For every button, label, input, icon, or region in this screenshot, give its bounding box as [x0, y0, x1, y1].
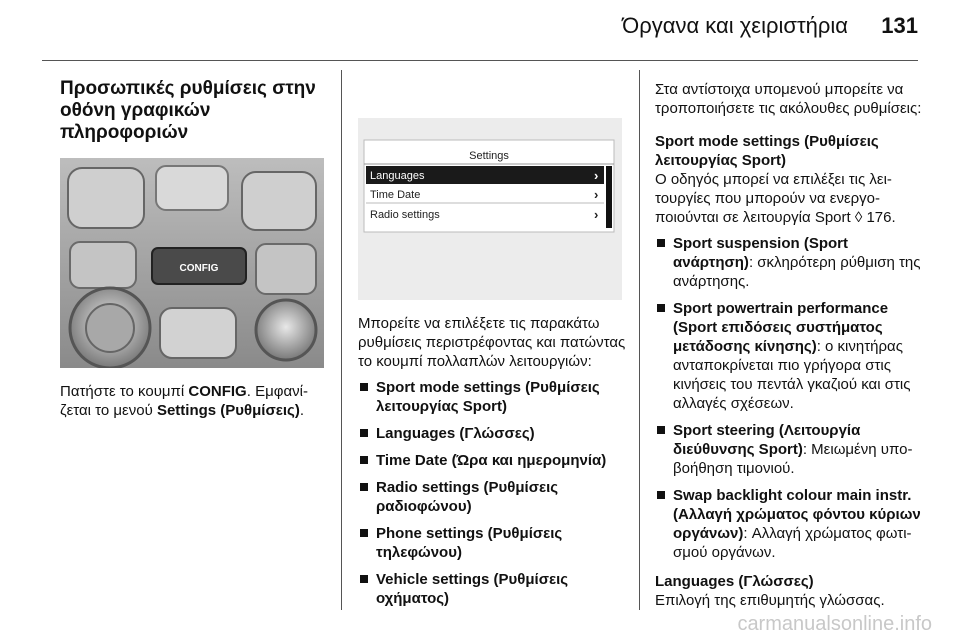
list-item: Swap backlight colour main instr. (Αλλαγή χρώματος φόντου κύριων οργάνων): Αλλαγή χρώματος φωτισμού οργάνων.	[655, 486, 927, 562]
screen-title: Settings	[469, 150, 509, 162]
column-3	[655, 66, 927, 610]
watermark: carmanualsonline.info	[737, 613, 932, 635]
list-item: Radio settings (Ρυθμίσεις ραδιοφώνου)	[358, 478, 626, 516]
config-paragraph: Πατήστε το κουμπί CONFIG. Εμφανίζεται το μενού Settings (Ρυθμίσεις).	[60, 383, 308, 419]
screen-item-time-date: Time Date	[370, 189, 421, 201]
scrollbar	[606, 166, 612, 228]
list-item: Time Date (Ώρα και ημερομηνία)	[358, 451, 626, 470]
column-2	[358, 66, 626, 616]
settings-screen-image	[358, 78, 622, 300]
screen-item-languages: Languages	[370, 170, 425, 182]
submenu-intro: Στα αντίστοιχα υπομενού μπορείτε να τροποποιήσετε τις ακόλουθες ρυθμίσεις:	[655, 81, 922, 117]
list-item: Sport suspension (Sport ανάρτηση): σκληρότερη ρύθμιση της ανάρτησης.	[655, 234, 927, 291]
column-divider	[639, 70, 640, 610]
page-reference-icon: ◊	[854, 209, 863, 226]
page-number: 131	[881, 13, 918, 38]
languages-text: Επιλογή της επιθυμητής γλώσσας.	[655, 592, 885, 609]
list-item: Phone settings (Ρυθμίσεις τηλεφώνου)	[358, 524, 626, 562]
chevron-right-icon: ›	[594, 207, 599, 222]
list-item: Sport powertrain performance (Sport επιδόσεις συστήματος μετάδοσης κίνησης): ο κινητήρας ανταποκρίνεται πιο γρήγορα στις κινήσεις του πεντάλ γκαζιού και στις αλλαγές σχέσεων.	[655, 299, 927, 413]
sport-mode-heading: Sport mode settings (Ρυθμίσεις λειτουργίας Sport)	[655, 133, 879, 169]
header-rule	[42, 60, 918, 61]
intro-paragraph: Μπορείτε να επιλέξετε τις παρακάτω ρυθμίσεις περιστρέφοντας και πατώντας το κουμπί πολλαπλών λειτουργιών:	[358, 315, 626, 370]
list-item: Sport mode settings (Ρυθμίσεις λειτουργίας Sport)	[358, 378, 626, 416]
section-heading: Προσωπικές ρυθμίσεις στην οθόνη γραφικών πληροφοριών	[60, 78, 316, 143]
list-item: Languages (Γλώσσες)	[358, 424, 626, 443]
sport-options-list	[655, 234, 927, 562]
sport-mode-text: Ο οδηγός μπορεί να επιλέξει τις λειτουργίες που μπορούν να ενεργοποιούνται σε λειτουργία Sport ◊ 176.	[655, 171, 896, 226]
chevron-right-icon: ›	[594, 187, 599, 202]
config-button-photo	[60, 158, 324, 368]
list-item: Vehicle settings (Ρυθμίσεις οχήματος)	[358, 570, 626, 608]
config-button-label: CONFIG	[179, 263, 219, 274]
screen-item-radio-settings: Radio settings	[370, 209, 440, 221]
column-divider	[341, 70, 342, 610]
languages-heading: Languages (Γλώσσες)	[655, 573, 814, 590]
list-item: Sport steering (Λειτουργία διεύθυνσης Sport): Μειωμένη υποβοήθηση τιμονιού.	[655, 421, 927, 478]
column-1	[60, 78, 328, 420]
chevron-right-icon: ›	[594, 168, 599, 183]
settings-list	[358, 378, 626, 608]
header-title: Όργανα και χειριστήρια	[622, 13, 848, 38]
